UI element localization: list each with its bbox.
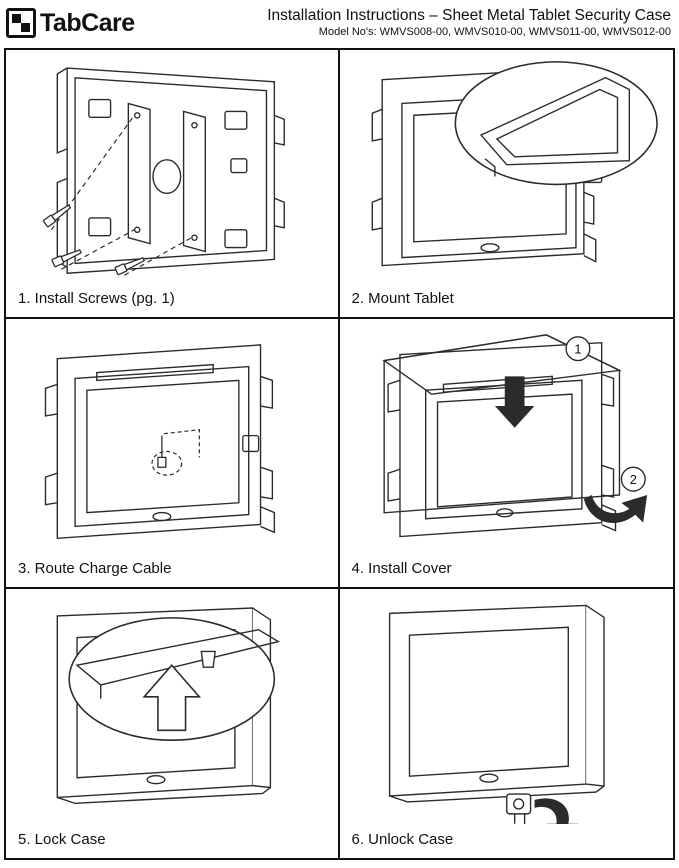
step-4-illustration [340,319,674,552]
page-header [0,0,679,48]
step-6-illustration [340,589,674,824]
tabcare-square-logo-icon [6,8,36,38]
step-panel-3 [6,319,340,588]
page-title: Installation Instructions – Sheet Metal Tablet Security Case [267,7,671,24]
step-1-illustration [6,50,338,283]
step-caption-3: 3. Route Charge Cable [18,559,172,577]
step-panel-6 [340,589,674,858]
step-panel-1 [6,50,340,319]
step-5-illustration [6,589,338,824]
steps-grid [4,48,675,860]
step-panel-4 [340,319,674,588]
step-panel-5 [6,589,340,858]
callout-2-number: 2 [629,472,637,488]
brand-logo [6,6,135,38]
callout-1-number: 1 [573,341,582,357]
step-caption-2: 2. Mount Tablet [351,290,454,308]
model-numbers: Model No's: WMVS008-00, WMVS010-00, WMVS011-00, WMVS012-00 [318,26,671,38]
step-caption-1: 1. Install Screws (pg. 1) [18,290,175,308]
step-3-illustration [6,319,338,552]
brand-name: TabCare [40,9,135,37]
step-caption-6: 6. Unlock Case [351,831,454,848]
step-2-illustration [340,50,674,283]
title-block [135,6,673,40]
step-caption-5: 5. Lock Case [18,831,106,848]
step-caption-4: 4. Install Cover [351,559,452,577]
step-panel-2 [340,50,674,319]
